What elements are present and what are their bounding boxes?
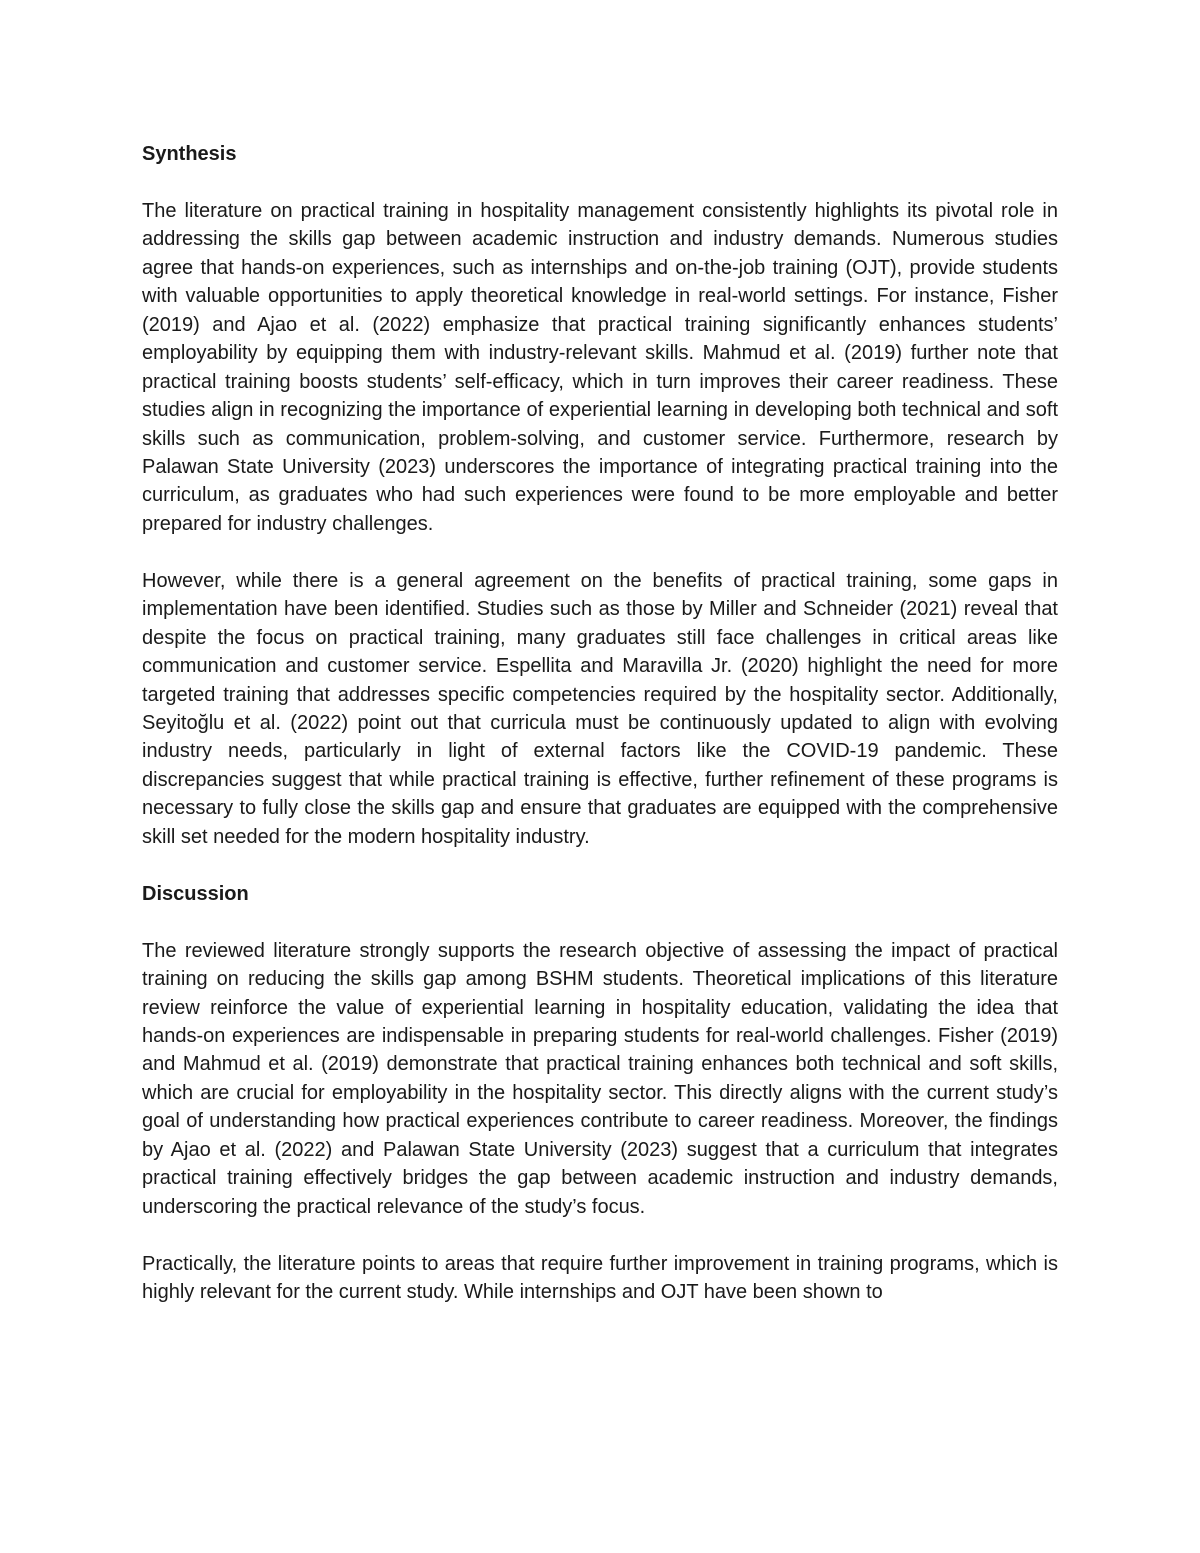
discussion-paragraph-1: The reviewed literature strongly supports the research objective of assessing the impact of practical training on reducing the skills gap among BSHM students. Theoretical implications of this literature review reinforce the value of experiential learning in hospitality education, validating the idea that hands-on experiences are indispensable in preparing students for real-world challenges. Fisher (2019) and Mahmud et al. (2019) demonstrate that practical training enhances both technical and soft skills, which are crucial for employability in the hospitality sector. This directly aligns with the current study’s goal of understanding how practical experiences contribute to career readiness. Moreover, the findings by Ajao et al. (2022) and Palawan State University (2023) suggest that a curriculum that integrates practical training effectively bridges the gap between academic instruction and industry demands, underscoring the practical relevance of the study’s focus. [142, 939, 1058, 1218]
synthesis-paragraph-2: However, while there is a general agreement on the benefits of practical training, some gaps in implementation have been identified. Studies such as those by Miller and Schneider (2021) reveal that despite the focus on practical training, many graduates still face challenges in critical areas like communication and customer service. Espellita and Maravilla Jr. (2020) highlight the need for more targeted training that addresses specific competencies required by the hospitality sector. Additionally, Seyitoğlu et al. (2022) point out that curricula must be continuously updated to align with evolving industry needs, particularly in light of external factors like the COVID-19 pandemic. These discrepancies suggest that while practical training is effective, further refinement of these programs is necessary to fully close the skills gap and ensure that graduates are equipped with the comprehensive skill set needed for the modern hospitality industry. [142, 569, 1058, 848]
discussion-heading: Discussion [142, 882, 249, 905]
synthesis-paragraph-1: The literature on practical training in hospitality management consistently highlights its pivotal role in addressing the skills gap between academic instruction and industry demands. Numerous studies agree that hands-on experiences, such as internships and on-the-job training (OJT), provide students with valuable opportunities to apply theoretical knowledge in real-world settings. For instance, Fisher (2019) and Ajao et al. (2022) emphasize that practical training significantly enhances students’ employability by equipping them with industry-relevant skills. Mahmud et al. (2019) further note that practical training boosts students’ self-efficacy, which in turn improves their career readiness. These studies align in recognizing the importance of experiential learning in developing both technical and soft skills such as communication, problem-solving, and customer service. Furthermore, research by Palawan State University (2023) underscores the importance of integrating practical training into the curriculum, as graduates who had such experiences were found to be more employable and better prepared for industry challenges. [142, 199, 1058, 535]
spacer [142, 1221, 1058, 1249]
spacer [142, 538, 1058, 566]
document-page [142, 140, 1058, 1307]
spacer [142, 851, 1058, 879]
synthesis-heading: Synthesis [142, 143, 237, 165]
discussion-paragraph-2: Practically, the literature points to areas that require further improvement in training programs, which is highly relevant for the current study. While internships and OJT have been shown to [142, 1252, 1058, 1304]
spacer [142, 908, 1058, 936]
spacer [142, 168, 1058, 196]
